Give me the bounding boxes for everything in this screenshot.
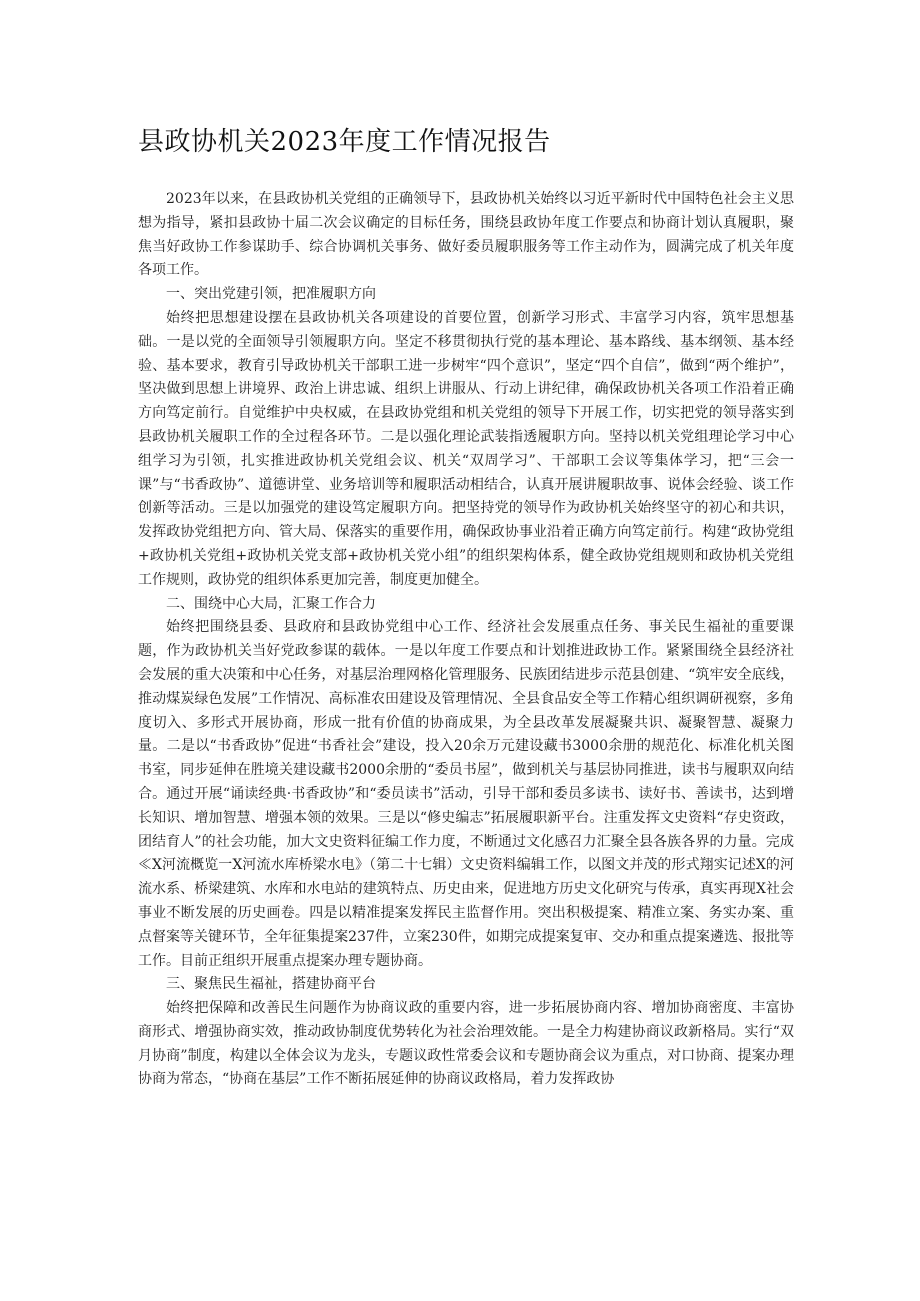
section-heading-1: 一、突出党建引领，把准履职方向	[166, 286, 376, 303]
section-heading-3: 三、聚焦民生福祉，搭建协商平台	[166, 976, 376, 993]
section-body-1: 始终把思想建设摆在县政协机关各项建设的首要位置，创新学习形式、丰富学习内容，筑牢思想基础。一是以党的全面领导引领履职方向。坚定不移贯彻执行党的基本理论、基本路线、基本纲领、基本经验、基本要求，教育引导政协机关干部职工进一步树牢“四个意识”，坚定“四个自信”，做到“两个维护”，坚决做到思想上讲境界、政治上讲忠诚、组织上讲服从、行动上讲纪律，确保政协机关各项工作沿着正确方向笃定前行。自觉维护中央权威，在县政协党组和机关党组的领导下开展工作，切实把党的领导落实到县政协机关履职工作的全过程各环节。二是以强化理论武装指透履职方向。坚持以机关党组理论学习中心组学习为引领，扎实推进政协机关党组会议、机关“双周学习”、干部职工会议等集体学习，把“三会一课”与“书香政协”、道德讲堂、业务培训等和履职活动相结合，认真开展讲履职故事、说体会经验、谈工作创新等活动。三是以加强党的建设笃定履职方向。把坚持党的领导作为政协机关始终坚守的初心和共识，发挥政协党组把方向、管大局、保落实的重要作用，确保政协事业沿着正确方向笃定前行。构建“政协党组+政协机关党组+政协机关党支部+政协机关党小组”的组织架构体系，健全政协党组规则和政协机关党组工作规则，政协党的组织体系更加完善，制度更加健全。	[138, 309, 794, 588]
section-body-2: 始终把围绕县委、县政府和县政协党组中心工作、经济社会发展重点任务、事关民生福祉的重要课题，作为政协机关当好党政参谋的载体。一是以年度工作要点和计划推进政协工作。紧紧围绕全县经济社会发展的重大决策和中心任务，对基层治理网格化管理服务、民族团结进步示范县创建、“筑牢安全底线，推动煤炭绿色发展”工作情况、高标准农田建设及管理情况、全县食品安全等工作精心组织调研视察，多角度切入、多形式开展协商，形成一批有价值的协商成果，为全县改革发展凝聚共识、凝聚智慧、凝聚力量。二是以“书香政协”促进“书香社会”建设，投入20余万元建设藏书3000余册的规范化、标准化机关图书室，同步延伸在胜境关建设藏书2000余册的“委员书屋”，做到机关与基层协同推进，读书与履职双向结合。通过开展“诵读经典·书香政协”和“委员读书”活动，引导干部和委员多读书、读好书、善读书，达到增长知识、增加智慧、增强本领的效果。三是以“修史编志”拓展履职新平台。注重发挥文史资料“存史资政，团结育人”的社会功能，加大文史资料征编工作力度，不断通过文化感召力汇聚全县各族各界的力量。完成≪X河流概览一X河流水库桥梁水电》（第二十七辑）文史资料编辑工作，以图文并茂的形式翔实记述X的河流水系、桥梁建筑、水库和水电站的建筑特点、历史由来，促进地方历史文化研究与传承，真实再现X社会事业不断发展的历史画卷。四是以精准提案发挥民主监督作用。突出积极提案、精准立案、务实办案、重点督案等关键环节，全年征集提案237件，立案230件，如期完成提案复审、交办和重点提案遴选、报批等工作。目前正组织开展重点提案办理专题协商。	[138, 619, 794, 969]
section-body-3: 始终把保障和改善民生问题作为协商议政的重要内容，进一步拓展协商内容、增加协商密度、丰富协商形式、增强协商实效，推动政协制度优势转化为社会治理效能。一是全力构建协商议政新格局。实行“双月协商”制度，构建以全体会议为龙头，专题议政性常委会议和专题协商会议为重点，对口协商、提案办理协商为常态，“协商在基层”工作不断拓展延伸的协商议政格局，着力发挥政协	[138, 1000, 794, 1088]
section-heading-2: 二、围绕中心大局，汇聚工作合力	[166, 595, 376, 612]
document-title: 县政协机关2023年度工作情况报告	[138, 127, 551, 157]
document-page	[138, 118, 794, 1092]
intro-paragraph: 2023年以来，在县政协机关党组的正确领导下，县政协机关始终以习近平新时代中国特色社会主义思想为指导，紧扣县政协十届二次会议确定的目标任务，围绕县政协年度工作要点和协商计划认真履职，聚焦当好政协工作参谋助手、综合协调机关事务、做好委员履职服务等工作主动作为，圆满完成了机关年度各项工作。	[138, 191, 794, 279]
